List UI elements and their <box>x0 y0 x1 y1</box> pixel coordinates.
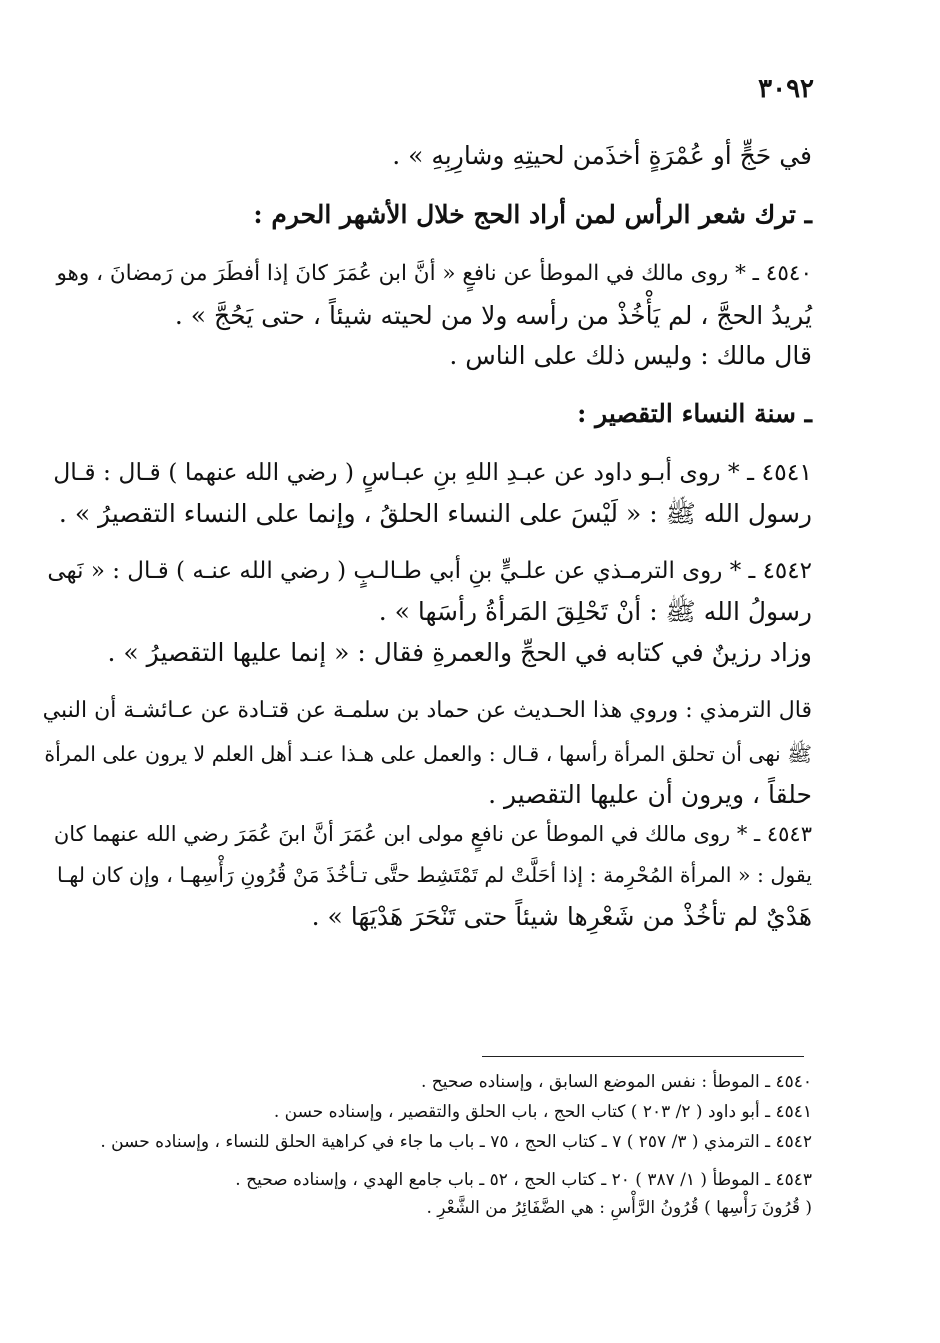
section-heading: ـ سنة النساء التقصير : <box>577 399 812 428</box>
text-line: ﷺ نهى أن تحلق المرأة رأسها ، قـال : والعمل على هـذا عنـد أهل العلم لا يرون على المرأة <box>44 742 812 766</box>
footnote-divider <box>482 1056 804 1057</box>
text-line: قال مالك : وليس ذلك على الناس . <box>449 341 812 370</box>
text-line: رسول الله ﷺ : « لَيْسَ على النساء الحلقُ ، وإنما على النساء التقصيرُ » . <box>58 499 812 528</box>
text-line: في حَجٍّ أو عُمْرَةٍ أخذَمن لحيتِهِ وشارِبِهِ » . <box>392 141 812 170</box>
page-number: ٣٠٩٢ <box>758 74 814 104</box>
text-line: يُريدُ الحجَّ ، لم يَأْخُذْ من رأسه ولا من لحيته شيئاً ، حتى يَحُجَّ » . <box>174 301 812 330</box>
footnote: ٤٥٤٢ ـ الترمذي ( ٣/ ٢٥٧ ) ٧ ـ كتاب الحج ، ٧٥ ـ باب ما جاء في كراهية الحلق للنساء ، وإسناده حسن . <box>100 1132 812 1152</box>
text-line: حلقاً ، ويرون أن عليها التقصير . <box>488 780 812 809</box>
text-line: ٤٥٤٢ ـ * روى الترمـذي عن علـيٍّ بنِ أبي طـالـبٍ ( رضي الله عنـه ) قـال : « نَهى <box>47 558 812 584</box>
footnote: ( قُرُونَ رَأْسِها ) قُرُونُ الرَّأْسِ : هي الضَّفَائِرُ من الشَّعْرِ . <box>426 1198 812 1218</box>
text-line: وزاد رزينٌ في كتابه في الحجِّ والعمرةِ فقال : « إنما عليها التقصيرُ » . <box>107 638 812 667</box>
footnote: ٤٥٤١ ـ أبو داود ( ٢/ ٢٠٣ ) كتاب الحج ، باب الحلق والتقصير ، وإسناده حسن . <box>273 1102 812 1122</box>
text-line: ٤٥٤١ ـ * روى أبـو داود عن عبـدِ اللهِ بنِ عبـاسٍ ( رضي الله عنهما ) قـال : قـال <box>53 458 812 486</box>
text-line: رسولُ الله ﷺ : أنْ تَحْلِقَ المَرأةُ رأسَها » . <box>378 597 812 626</box>
text-line: هَدْيٌ لم تأخُذْ من شَعْرِها شيئاً حتى تَنْحَرَ هَدْيَهَا » . <box>311 902 812 931</box>
text-line: قال الترمذي : وروي هذا الحـديث عن حماد بن سلمـة عن قتـادة عن عـائشـة أن النبي <box>42 698 812 723</box>
text-line: ٤٥٤٣ ـ * روى مالك في الموطأ عن نافعٍ مولى ابن عُمَرَ أنَّ ابنَ عُمَرَ رضي الله عنهما كان <box>53 822 812 846</box>
text-line: يقول : « المرأة المُحْرِمة : إذا أحَلَّتْ لم تَمْتَشِط حتَّى تـأخُذَ مَنْ قُرُونِ رَأْسِهـا ، وإن كان لهـا <box>57 863 812 887</box>
section-heading: ـ ترك شعر الرأس لمن أراد الحج خلال الأشهر الحرم : <box>253 200 812 229</box>
text-line: ٤٥٤٠ ـ * روى مالك في الموطأ عن نافعٍ « أنَّ ابن عُمَرَ كانَ إذا أفطَرَ من رَمضانَ ، وهو <box>56 261 812 286</box>
footnote: ٤٥٤٣ ـ الموطأ ( ١/ ٣٨٧ ) ٢٠ ـ كتاب الحج ، ٥٢ ـ باب جامع الهدي ، وإسناده صحيح . <box>235 1170 812 1190</box>
footnote: ٤٥٤٠ ـ الموطأ : نفس الموضع السابق ، وإسناده صحيح . <box>420 1072 812 1092</box>
